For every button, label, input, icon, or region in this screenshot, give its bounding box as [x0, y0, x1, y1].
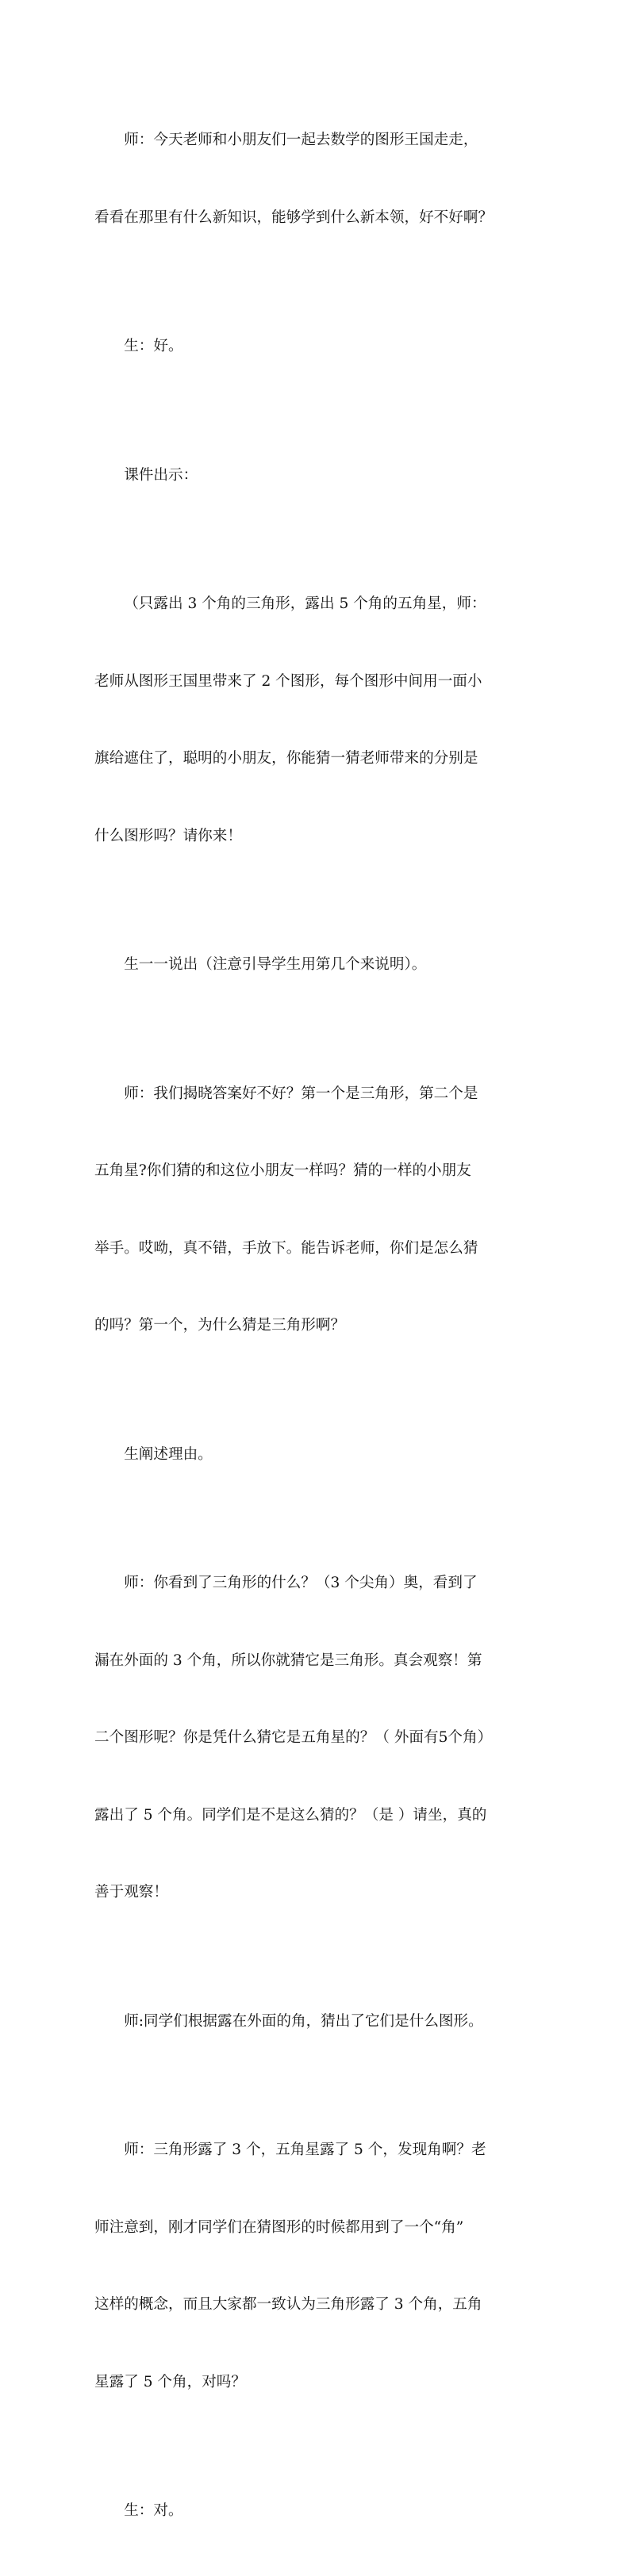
text-line: 师：我们揭晓答案好不好？第一个是三角形，第二个是 — [124, 1085, 478, 1102]
text-line: 师：今天老师和小朋友们一起去数学的图形王国走走， — [124, 132, 478, 148]
paragraph — [94, 1958, 539, 2087]
paragraph — [94, 901, 539, 1030]
paragraph — [94, 282, 539, 411]
text-line: 举手。哎呦，真不错，手放下。能告诉老师，你们是怎么猜 — [94, 1239, 478, 1257]
text-line: 的吗？第一个，为什么猜是三角形啊？ — [94, 1317, 346, 1334]
text-line: 五角星?你们猜的和这位小朋友一样吗？猜的一样的小朋友 — [94, 1162, 471, 1179]
text-line: 老师从图形王国里带来了 2 个图形，每个图形中间用一面小 — [94, 672, 482, 690]
paragraph — [94, 411, 539, 541]
paragraph — [94, 1030, 539, 1391]
text-line: 星露了 5 个角，对吗？ — [94, 2373, 246, 2390]
text-line: 师:同学们根据露在外面的角，猜出了它们是什么图形。 — [124, 2012, 483, 2030]
text-line: 生：好。 — [124, 338, 183, 354]
text-line: 生一一说出（注意引导学生用第几个来说明）。 — [124, 956, 427, 973]
paragraph — [94, 2447, 539, 2576]
paragraph — [94, 2086, 539, 2447]
text-line: 生阐述理由。 — [124, 1445, 213, 1463]
paragraph — [94, 1519, 539, 1958]
text-line: 师注意到，刚才同学们在猜图形的时候都用到了一个“角” — [94, 2218, 464, 2236]
text-line: 漏在外面的 3 个角，所以你就猜它是三角形。真会观察！第 — [94, 1652, 482, 1669]
text-line: 露出了 5 个角。同学们是不是这么猜的？（是 ）请坐，真的 — [94, 1806, 487, 1824]
text-line: 二个图形呢？你是凭什么猜它是五角星的？（ 外面有5个角） — [94, 1729, 493, 1746]
text-line: （只露出 3 个角的三角形，露出 5 个角的五角星，师： — [124, 595, 486, 612]
text-line: 这样的概念，而且大家都一致认为三角形露了 3 个角，五角 — [94, 2296, 482, 2313]
text-line: 课件出示： — [124, 466, 198, 484]
text-line: 生：对。 — [124, 2502, 183, 2519]
paragraph — [94, 540, 539, 901]
text-line: 师：三角形露了 3 个，五角星露了 5 个，发现角啊？老 — [124, 2142, 486, 2158]
text-line: 旗给遮住了，聪明的小朋友，你能猜一猜老师带来的分别是 — [94, 750, 478, 767]
paragraph — [94, 76, 539, 282]
text-line: 看看在那里有什么新知识，能够学到什么新本领，好不好啊？ — [94, 209, 494, 226]
paragraph — [94, 1391, 539, 1520]
text-line: 师：你看到了三角形的什么？（3 个尖角）奥，看到了 — [124, 1575, 478, 1591]
text-line: 什么图形吗？请你来！ — [94, 827, 242, 844]
text-line: 善于观察！ — [94, 1884, 168, 1900]
document-body — [94, 76, 539, 2576]
